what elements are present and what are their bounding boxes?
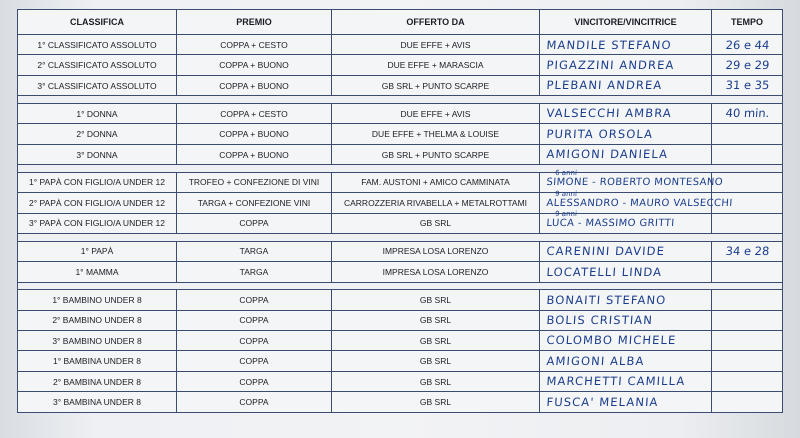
header-vincitore: VINCITORE/VINCITRICE xyxy=(540,10,712,35)
classifica-cell-text: 1° MAMMA xyxy=(75,266,119,277)
table-row xyxy=(18,241,783,261)
classifica-cell xyxy=(18,392,177,413)
premio-cell xyxy=(177,172,332,192)
tempo-cell xyxy=(711,124,783,144)
vincitore-cell xyxy=(539,124,712,144)
age-note: 6 anni xyxy=(554,168,577,177)
classifica-cell-text: 2° CLASSIFICATO ASSOLUTO xyxy=(37,60,157,71)
tempo-cell xyxy=(711,241,783,261)
premio-cell xyxy=(177,330,332,350)
offerto-cell-text: GB SRL + PUNTO SCARPE xyxy=(381,149,490,160)
premio-cell-text: COPPA + BUONO xyxy=(219,149,289,160)
premio-cell-text: TARGA xyxy=(239,266,269,277)
table-row xyxy=(18,351,783,371)
tempo-cell xyxy=(711,213,783,233)
classifica-cell-text: 3° BAMBINO UNDER 8 xyxy=(52,335,142,346)
tempo-cell xyxy=(711,392,783,413)
offerto-cell xyxy=(332,213,540,233)
vincitore-cell-text: AMIGONI ALBA xyxy=(545,354,645,369)
age-note: 9 anni xyxy=(554,209,577,218)
classifica-cell xyxy=(18,144,177,164)
premio-cell xyxy=(177,392,332,413)
tempo-cell xyxy=(711,351,783,371)
premio-cell xyxy=(177,241,332,261)
table-row xyxy=(18,371,783,391)
table-row xyxy=(18,290,783,310)
offerto-cell-text: GB SRL xyxy=(419,294,452,305)
tempo-cell xyxy=(711,103,783,123)
vincitore-cell xyxy=(539,392,712,413)
header-tempo: TEMPO xyxy=(712,10,783,35)
vincitore-cell-text: AMIGONI DANIELA xyxy=(545,147,669,162)
classifica-cell xyxy=(18,262,177,282)
vincitore-cell-text: VALSECCHI AMBRA xyxy=(545,106,672,121)
table-row xyxy=(18,172,783,192)
vincitore-cell xyxy=(539,35,712,55)
classifica-cell xyxy=(18,172,177,192)
offerto-cell-text: GB SRL xyxy=(419,376,452,387)
offerto-cell-text: FAM. AUSTONI + AMICO CAMMINATA xyxy=(361,177,510,188)
vincitore-cell xyxy=(539,103,712,123)
classifica-cell-text: 3° BAMBINA UNDER 8 xyxy=(53,397,141,408)
table-row xyxy=(18,392,783,413)
classifica-cell-text: 2° BAMBINA UNDER 8 xyxy=(53,376,141,387)
offerto-cell xyxy=(332,371,540,391)
vincitore-cell-text: LUCA - MASSIMO GRITTI xyxy=(545,217,675,229)
classifica-cell-text: 2° PAPÀ CON FIGLIO/A UNDER 12 xyxy=(29,197,165,208)
offerto-cell-text: GB SRL xyxy=(419,356,452,367)
premio-cell-text: COPPA xyxy=(239,315,269,326)
offerto-cell xyxy=(332,103,540,123)
premio-cell xyxy=(177,310,332,330)
premio-cell xyxy=(177,351,332,371)
premio-cell-text: COPPA + BUONO xyxy=(219,80,289,91)
tempo-cell-text: 34 e 28 xyxy=(724,244,770,259)
header-classifica: CLASSIFICA xyxy=(18,10,177,35)
tempo-cell xyxy=(711,193,783,213)
premio-cell-text: TARGA xyxy=(239,246,269,257)
classifica-cell xyxy=(18,290,177,310)
offerto-cell-text: GB SRL xyxy=(419,335,452,346)
offerto-cell-text: DUE EFFE + MARASCIA xyxy=(387,60,484,71)
table-row xyxy=(18,330,783,350)
tempo-cell xyxy=(711,35,783,55)
classifica-cell xyxy=(18,103,177,123)
premio-cell xyxy=(177,144,332,164)
classifica-cell xyxy=(18,351,177,371)
separator-row xyxy=(18,234,783,241)
vincitore-cell-text: CARENINI DAVIDE xyxy=(545,244,665,259)
vincitore-cell-text: PURITA ORSOLA xyxy=(545,127,654,142)
premio-cell xyxy=(177,290,332,310)
offerto-cell xyxy=(332,55,540,75)
classifica-cell xyxy=(18,310,177,330)
vincitore-cell-text: PIGAZZINI ANDREA xyxy=(545,58,675,73)
separator-cell xyxy=(18,234,783,241)
vincitore-cell xyxy=(539,144,712,164)
vincitore-cell xyxy=(539,351,712,371)
table-row xyxy=(18,144,783,164)
classifica-cell xyxy=(18,241,177,261)
vincitore-cell xyxy=(539,330,712,350)
classifica-cell xyxy=(18,75,177,95)
table-row xyxy=(18,124,783,144)
premio-cell-text: TROFEO + CONFEZIONE DI VINI xyxy=(188,177,320,188)
premio-cell-text: COPPA xyxy=(239,335,269,346)
premio-cell xyxy=(177,262,332,282)
vincitore-cell xyxy=(539,241,712,261)
classifica-cell-text: 2° BAMBINO UNDER 8 xyxy=(52,315,142,326)
classifica-cell xyxy=(18,55,177,75)
classifica-cell-text: 1° PAPÀ xyxy=(80,246,114,257)
offerto-cell xyxy=(332,241,540,261)
classifica-cell xyxy=(18,124,177,144)
vincitore-cell-text: BOLIS CRISTIAN xyxy=(545,313,653,328)
offerto-cell-text: DUE EFFE + AVIS xyxy=(400,39,471,50)
classifica-cell-text: 1° BAMBINA UNDER 8 xyxy=(53,356,141,367)
offerto-cell xyxy=(332,290,540,310)
premio-cell-text: COPPA + BUONO xyxy=(219,129,289,140)
premio-cell-text: COPPA xyxy=(239,397,269,408)
vincitore-cell-text: BONAITI STEFANO xyxy=(545,292,667,307)
vincitore-cell-text: MARCHETTI CAMILLA xyxy=(545,374,686,389)
vincitore-cell xyxy=(539,55,712,75)
separator-cell xyxy=(18,282,783,289)
classifica-cell-text: 1° DONNA xyxy=(76,108,118,119)
premio-cell-text: COPPA xyxy=(239,294,269,305)
offerto-cell-text: GB SRL xyxy=(419,315,452,326)
vincitore-cell-text: FUSCA' MELANIA xyxy=(545,395,659,410)
premio-cell xyxy=(177,55,332,75)
separator-row xyxy=(18,282,783,289)
tempo-cell xyxy=(711,290,783,310)
premio-cell xyxy=(177,193,332,213)
premio-cell-text: COPPA xyxy=(239,218,269,229)
premio-cell-text: COPPA + CESTO xyxy=(220,108,288,119)
vincitore-cell xyxy=(539,262,712,282)
vincitore-cell-text: ALESSANDRO - MAURO VALSECCHI xyxy=(545,197,733,209)
tempo-cell xyxy=(711,55,783,75)
tempo-cell-text: 40 min. xyxy=(724,106,770,121)
classifica-cell-text: 3° PAPÀ CON FIGLIO/A UNDER 12 xyxy=(29,218,165,229)
vincitore-cell xyxy=(539,209,712,233)
classifica-cell xyxy=(18,371,177,391)
header-premio: PREMIO xyxy=(177,10,332,35)
tempo-cell-text: 29 e 29 xyxy=(724,58,770,73)
vincitore-cell-text: LOCATELLI LINDA xyxy=(545,264,663,279)
tempo-cell xyxy=(711,310,783,330)
premio-cell-text: COPPA + CESTO xyxy=(220,39,288,50)
tempo-cell xyxy=(711,262,783,282)
premio-cell-text: COPPA xyxy=(239,376,269,387)
vincitore-cell xyxy=(539,290,712,310)
offerto-cell xyxy=(332,193,540,213)
results-body xyxy=(18,35,783,413)
premio-cell xyxy=(177,371,332,391)
offerto-cell xyxy=(332,124,540,144)
offerto-cell-text: IMPRESA LOSA LORENZO xyxy=(382,266,489,277)
table-row xyxy=(18,213,783,233)
offerto-cell-text: GB SRL xyxy=(419,397,452,408)
offerto-cell xyxy=(332,310,540,330)
offerto-cell-text: GB SRL + PUNTO SCARPE xyxy=(381,80,490,91)
tempo-cell xyxy=(711,75,783,95)
age-note: 9 anni xyxy=(554,189,577,198)
classifica-cell-text: 1° PAPÀ CON FIGLIO/A UNDER 12 xyxy=(29,177,165,188)
tempo-cell xyxy=(711,144,783,164)
premio-cell xyxy=(177,75,332,95)
tempo-cell xyxy=(711,330,783,350)
tempo-cell-text: 31 e 35 xyxy=(724,78,770,93)
vincitore-cell xyxy=(539,310,712,330)
premio-cell xyxy=(177,103,332,123)
vincitore-cell-text: SIMONE - ROBERTO MONTESANO xyxy=(545,176,723,188)
classifica-cell xyxy=(18,330,177,350)
offerto-cell xyxy=(332,392,540,413)
header-offerto-da: OFFERTO DA xyxy=(332,10,540,35)
premio-cell xyxy=(177,213,332,233)
premio-cell-text: TARGA + CONFEZIONE VINI xyxy=(197,197,311,208)
tempo-cell xyxy=(711,172,783,192)
table-row xyxy=(18,55,783,75)
classifica-cell-text: 1° BAMBINO UNDER 8 xyxy=(52,294,142,305)
classifica-cell-text: 3° DONNA xyxy=(76,149,118,160)
header-row xyxy=(18,10,783,35)
table-row xyxy=(18,103,783,123)
vincitore-cell-text: COLOMBO MICHELE xyxy=(545,333,677,348)
vincitore-cell xyxy=(539,75,712,95)
classifica-cell xyxy=(18,193,177,213)
offerto-cell xyxy=(332,172,540,192)
offerto-cell-text: CARROZZERIA RIVABELLA + METALROTTAMI xyxy=(343,197,528,208)
offerto-cell-text: DUE EFFE + AVIS xyxy=(400,108,471,119)
table-row xyxy=(18,75,783,95)
vincitore-cell xyxy=(539,371,712,391)
vincitore-cell-text: MANDILE STEFANO xyxy=(545,37,672,52)
table-row xyxy=(18,310,783,330)
premio-cell-text: COPPA + BUONO xyxy=(219,60,289,71)
offerto-cell-text: IMPRESA LOSA LORENZO xyxy=(382,246,489,257)
classifica-cell xyxy=(18,213,177,233)
table-row xyxy=(18,35,783,55)
offerto-cell xyxy=(332,35,540,55)
classifica-cell-text: 1° CLASSIFICATO ASSOLUTO xyxy=(37,39,157,50)
results-table xyxy=(17,9,783,413)
premio-cell xyxy=(177,124,332,144)
table-row xyxy=(18,262,783,282)
offerto-cell xyxy=(332,144,540,164)
table-row xyxy=(18,193,783,213)
offerto-cell xyxy=(332,330,540,350)
classifica-cell-text: 3° CLASSIFICATO ASSOLUTO xyxy=(37,80,157,91)
classifica-cell-text: 2° DONNA xyxy=(76,129,118,140)
premio-cell-text: COPPA xyxy=(239,356,269,367)
tempo-cell-text: 26 e 44 xyxy=(724,37,770,52)
tempo-cell xyxy=(711,371,783,391)
offerto-cell-text: DUE EFFE + THELMA & LOUISE xyxy=(371,129,500,140)
premio-cell xyxy=(177,35,332,55)
classifica-cell xyxy=(18,35,177,55)
offerto-cell-text: GB SRL xyxy=(419,218,452,229)
offerto-cell xyxy=(332,262,540,282)
offerto-cell xyxy=(332,75,540,95)
vincitore-cell-text: PLEBANI ANDREA xyxy=(545,78,663,93)
offerto-cell xyxy=(332,351,540,371)
